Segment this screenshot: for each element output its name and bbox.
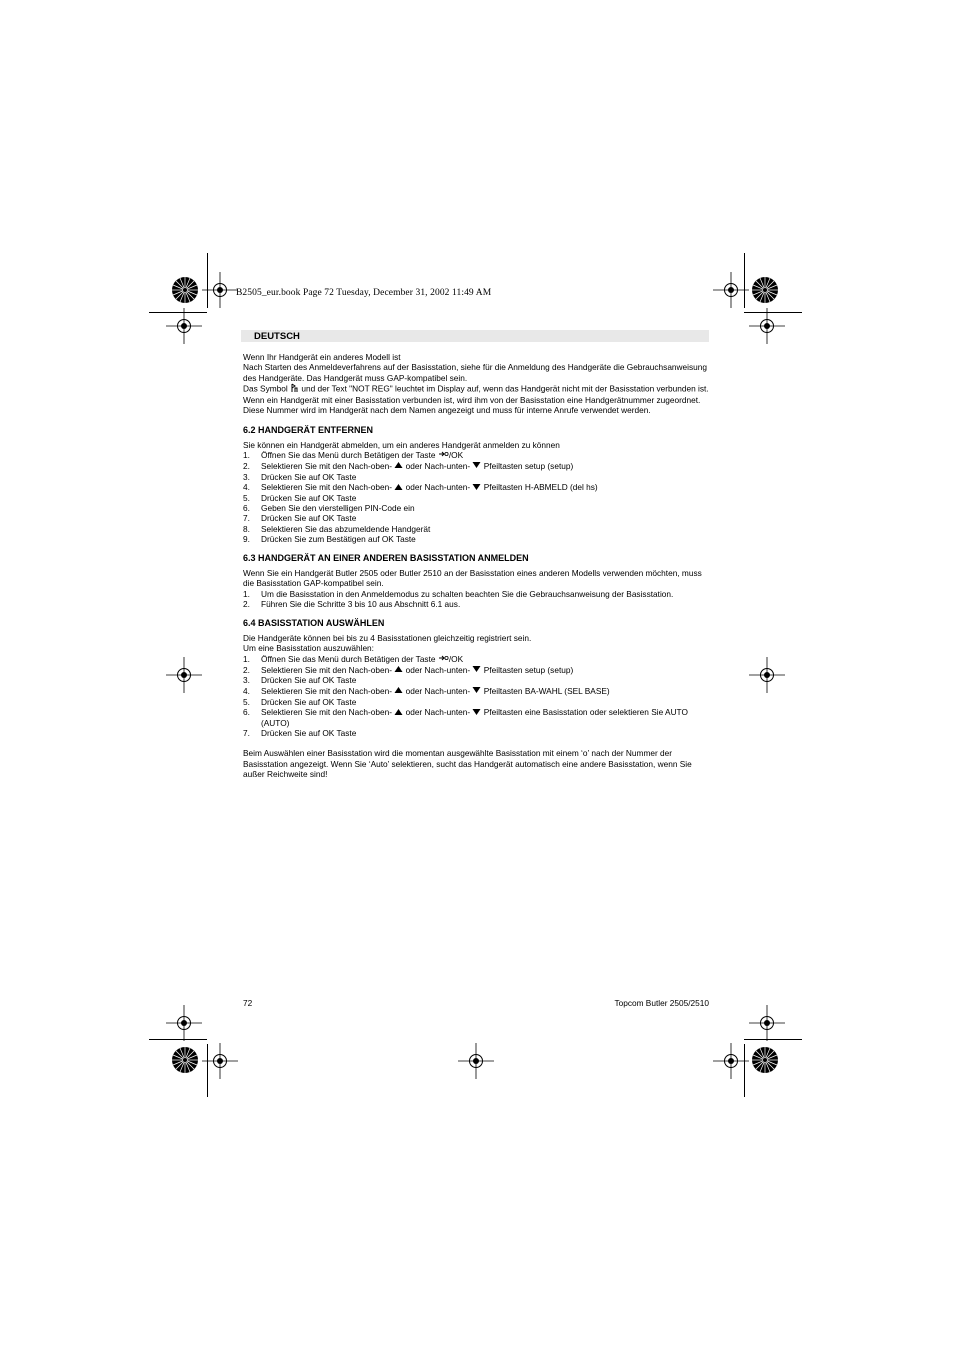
arrow-up-icon bbox=[394, 686, 403, 696]
step-number: 6. bbox=[243, 503, 250, 514]
starburst-mark-bottom-left bbox=[172, 1047, 198, 1073]
arrow-down-icon bbox=[472, 686, 481, 696]
s64-step-6 bbox=[243, 707, 713, 728]
section-6-4-steps bbox=[243, 654, 713, 739]
registration-mark bbox=[166, 1005, 202, 1041]
step-number: 1. bbox=[243, 653, 250, 664]
step-text: Öffnen Sie das Menü durch Betätigen der Taste /OK bbox=[261, 653, 464, 664]
step-number: 8. bbox=[243, 523, 250, 534]
crop-line bbox=[207, 253, 208, 308]
step-text: Drücken Sie zum Bestätigen auf OK Taste bbox=[261, 533, 416, 544]
s62-step-9 bbox=[243, 534, 713, 544]
step-text: Drücken Sie auf OK Taste bbox=[261, 513, 357, 524]
language-label: DEUTSCH bbox=[254, 331, 300, 342]
intro-symbol-paragraph: Das Symbol und der Text "NOT REG" leuchtet im Display auf, wenn das Handgerät nicht mit der Basisstation verbunden ist. bbox=[243, 383, 709, 394]
book-header: B2505_eur.book Page 72 Tuesday, December 31, 2002 11:49 AM bbox=[236, 288, 492, 298]
registration-mark bbox=[749, 657, 785, 693]
step-text: Öffnen Sie das Menü durch Betätigen der Taste /OK bbox=[261, 449, 464, 460]
section-6-4-closing: Beim Auswählen einer Basisstation wird die momentan ausgewählte Basisstation mit einem ‘o’ nach der Nummer der Basisstation angezeigt. Wenn Sie ‘Auto’ selektieren, sucht das Handgerät automatisch eine andere Basisstation, wenn Sie außer Reichweite sind! bbox=[243, 748, 692, 779]
s64-step-7 bbox=[243, 728, 713, 738]
menu-key-icon bbox=[438, 450, 449, 460]
crop-line bbox=[744, 253, 745, 308]
product-title: Topcom Butler 2505/2510 bbox=[614, 998, 709, 1008]
step-number: 2. bbox=[243, 598, 250, 609]
intro-paragraph: Nach Starten des Anmeldeverfahrens auf der Basisstation, siehe für die Anmeldung des Handgeräte die Gebrauchsanweisung des Handgeräte. Das Handgerät muss GAP-kompatibel sein. bbox=[243, 362, 707, 383]
arrow-down-icon bbox=[472, 483, 481, 493]
step-text: Drücken Sie auf OK Taste bbox=[261, 728, 357, 739]
s62-step-1 bbox=[243, 450, 713, 461]
step-number: 2. bbox=[243, 460, 250, 471]
arrow-up-icon bbox=[394, 665, 403, 675]
starburst-mark-top-right bbox=[752, 277, 778, 303]
section-6-2-steps bbox=[243, 450, 713, 544]
arrow-up-icon bbox=[394, 461, 403, 471]
intro-heading-line: Wenn Ihr Handgerät ein anderes Modell ist bbox=[243, 352, 401, 362]
registration-mark bbox=[166, 657, 202, 693]
menu-key-icon bbox=[438, 654, 449, 664]
section-6-4-intro: Die Handgeräte können bei bis zu 4 Basisstationen gleichzeitig registriert sein. bbox=[243, 633, 532, 644]
arrow-up-icon bbox=[394, 708, 403, 718]
step-number: 5. bbox=[243, 696, 250, 707]
step-number: 4. bbox=[243, 481, 250, 492]
step-number: 1. bbox=[243, 449, 250, 460]
step-text: Selektieren Sie mit den Nach-oben- oder Nach-unten- Pfeiltasten BA-WAHL (SEL BASE) bbox=[261, 685, 610, 696]
registration-mark bbox=[166, 308, 202, 344]
s63-step-1 bbox=[243, 589, 713, 599]
s62-step-5 bbox=[243, 493, 713, 503]
step-text: Drücken Sie auf OK Taste bbox=[261, 492, 357, 503]
crop-line bbox=[149, 1039, 207, 1040]
step-text: Selektieren Sie mit den Nach-oben- oder Nach-unten- Pfeiltasten H-ABMELD (del hs) bbox=[261, 481, 598, 492]
s62-step-3 bbox=[243, 472, 713, 482]
step-text: Selektieren Sie mit den Nach-oben- oder Nach-unten- Pfeiltasten setup (setup) bbox=[261, 460, 574, 471]
step-text: Selektieren Sie mit den Nach-oben- oder Nach-unten- Pfeiltasten setup (setup) bbox=[261, 664, 574, 675]
step-text: Führen Sie die Schritte 3 bis 10 aus Abschnitt 6.1 aus. bbox=[261, 598, 461, 609]
arrow-down-icon bbox=[472, 461, 481, 471]
language-bar bbox=[241, 330, 709, 342]
step-number: 1. bbox=[243, 588, 250, 599]
starburst-mark-top-left bbox=[172, 277, 198, 303]
crop-line bbox=[207, 1044, 208, 1097]
registration-mark bbox=[458, 1043, 494, 1079]
step-text: Drücken Sie auf OK Taste bbox=[261, 696, 357, 707]
s62-step-8 bbox=[243, 524, 713, 534]
s63-step-2 bbox=[243, 599, 713, 609]
section-6-2-intro: Sie können ein Handgerät abmelden, um ein anderes Handgerät anmelden zu können bbox=[243, 439, 560, 450]
section-6-4-title: 6.4 BASISSTATION AUSWÄHLEN bbox=[243, 618, 385, 629]
step-number: 5. bbox=[243, 492, 250, 503]
page-number: 72 bbox=[243, 998, 253, 1008]
crop-line bbox=[744, 1039, 802, 1040]
s64-step-3 bbox=[243, 675, 713, 685]
section-6-3-steps bbox=[243, 589, 713, 610]
intro-number-paragraph: Wenn ein Handgerät mit einer Basisstation verbunden ist, wird ihm von der Basisstation eine Handgerätnummer zugeordnet. Diese Nummer wird im Handgerät nach dem Namen angezeigt und muss für interne Anrufe verwendet werden. bbox=[243, 395, 701, 416]
s64-step-1 bbox=[243, 654, 713, 665]
step-text: Geben Sie den vierstelligen PIN-Code ein bbox=[261, 503, 415, 514]
s64-step-4 bbox=[243, 686, 713, 697]
step-number: 7. bbox=[243, 728, 250, 739]
arrow-down-icon bbox=[472, 665, 481, 675]
s62-step-6 bbox=[243, 503, 713, 513]
section-6-3-title: 6.3 HANDGERÄT AN EINER ANDEREN BASISSTATION ANMELDEN bbox=[243, 553, 529, 564]
step-text: Selektieren Sie mit den Nach-oben- oder Nach-unten- Pfeiltasten eine Basisstation oder selektieren Sie AUTO (AUTO) bbox=[261, 706, 688, 728]
s62-step-7 bbox=[243, 513, 713, 523]
registration-mark bbox=[749, 1005, 785, 1041]
step-text: Drücken Sie auf OK Taste bbox=[261, 675, 357, 686]
step-text: Selektieren Sie das abzumeldende Handgerät bbox=[261, 523, 431, 534]
step-number: 4. bbox=[243, 685, 250, 696]
registration-mark bbox=[749, 308, 785, 344]
step-number: 3. bbox=[243, 471, 250, 482]
arrow-down-icon bbox=[472, 708, 481, 718]
crop-line bbox=[744, 312, 802, 313]
s62-step-4 bbox=[243, 482, 713, 493]
section-6-2-title: 6.2 HANDGERÄT ENTFERNEN bbox=[243, 424, 374, 435]
step-number: 9. bbox=[243, 533, 250, 544]
step-number: 6. bbox=[243, 706, 250, 717]
section-6-4-intro-2: Um eine Basisstation auszuwählen: bbox=[243, 643, 374, 654]
step-number: 7. bbox=[243, 513, 250, 524]
arrow-up-icon bbox=[394, 483, 403, 493]
s64-step-5 bbox=[243, 697, 713, 707]
step-number: 3. bbox=[243, 675, 250, 686]
crop-line bbox=[744, 1044, 745, 1097]
page-content bbox=[243, 352, 713, 779]
step-text: Um die Basisstation in den Anmeldemodus zu schalten beachten Sie die Gebrauchsanweisung der Basisstation. bbox=[261, 588, 674, 599]
step-text: Drücken Sie auf OK Taste bbox=[261, 471, 357, 482]
starburst-mark-bottom-right bbox=[752, 1047, 778, 1073]
antenna-icon bbox=[290, 383, 299, 395]
s62-step-2 bbox=[243, 461, 713, 472]
step-number: 2. bbox=[243, 664, 250, 675]
s64-step-2 bbox=[243, 665, 713, 676]
crop-line bbox=[149, 312, 207, 313]
section-6-3-intro: Wenn Sie ein Handgerät Butler 2505 oder Butler 2510 an der Basisstation eines anderen Modells verwenden möchten, muss die Basisstation GAP-kompatibel sein. bbox=[243, 568, 702, 589]
